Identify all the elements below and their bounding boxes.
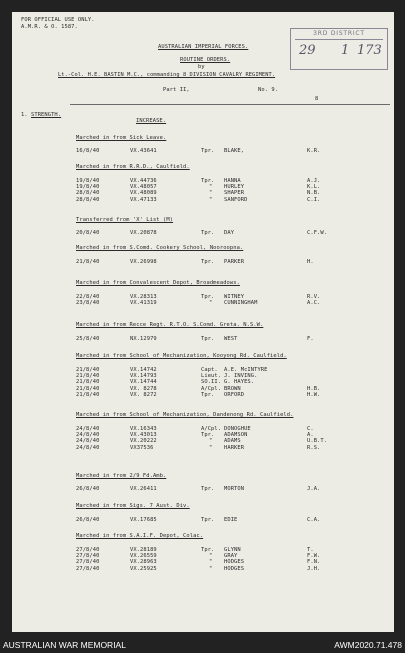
entry-date: 23/8/40: [76, 300, 100, 307]
entry-date: 24/8/40: [76, 432, 100, 439]
entry-init: A.C.: [307, 300, 321, 307]
entry-date: 20/8/40: [76, 230, 100, 236]
entry-name: ADAMSON: [224, 432, 248, 439]
entry-num: VX.26998: [130, 259, 157, 265]
entry-name: HARKER: [224, 444, 245, 451]
entry-init: T.: [307, 547, 314, 553]
stamp-handwritten-mid: 1: [341, 43, 350, 58]
entry-num: VX.28963: [130, 559, 157, 566]
entry-num: VX.28189: [130, 547, 157, 553]
entry-name: DONOGHUE: [224, 426, 251, 432]
stamp-divider: [295, 39, 383, 40]
entry-rank: ": [209, 553, 213, 560]
entry-init: F.: [307, 336, 314, 342]
entry-init: H.B.: [307, 385, 321, 392]
entry-date: 24/8/40: [76, 438, 100, 445]
entry-rank: Tpr.: [201, 259, 215, 265]
entry-init: C.I.: [307, 196, 321, 203]
entry-rank: Tpr.: [201, 148, 215, 154]
entry-rank: Tpr.: [201, 178, 215, 184]
entry-name: HODGES: [224, 565, 245, 572]
group-heading: Transferred from 'X' List (M): [76, 217, 174, 223]
entry-rank: Lieut.: [201, 373, 222, 380]
entry-name: GRAY: [224, 553, 238, 560]
entry-rank: ": [209, 300, 213, 307]
entry-name: GLYNN: [224, 547, 241, 553]
sub-title: INCREASE.: [136, 118, 167, 124]
by-line: by: [198, 64, 205, 70]
entry-num: VX.20222: [130, 438, 157, 445]
entry-num: NX.12979: [130, 336, 157, 342]
entry-name: HANNA: [224, 178, 241, 184]
entry-num: VX.44736: [130, 178, 157, 184]
classification-line: FOR OFFICIAL USE ONLY.: [21, 17, 95, 23]
entry-num: VX.25925: [130, 565, 157, 572]
section-number: 1.: [21, 112, 28, 118]
group-heading: Marched in from 2/9 Fd.Amb.: [76, 473, 167, 479]
entry-rank: Tpr.: [201, 230, 215, 236]
entry-name: HURLEY: [224, 184, 245, 191]
entry-name: WEST: [224, 336, 238, 342]
stamp-handwritten-right: 173: [357, 43, 382, 58]
entry-rank: Tpr.: [201, 432, 215, 439]
group-heading: Marched in from Convalescent Depot, Broadmeadows.: [76, 280, 240, 286]
district-stamp: [290, 28, 388, 70]
entry-date: 27/8/40: [76, 565, 100, 572]
entry-num: VX.20878: [130, 230, 157, 236]
entry-name: PARKER: [224, 259, 245, 265]
group-heading: Marched in from Sick Leave.: [76, 135, 167, 141]
entry-rank: A/Cpl.: [201, 426, 222, 432]
entry-rank: Tpr.: [201, 391, 215, 398]
entry-date: 24/8/40: [76, 426, 100, 432]
stamp-label: 3RD DISTRICT: [313, 30, 365, 37]
entry-date: 27/8/40: [76, 547, 100, 553]
entry-init: A.: [307, 432, 314, 439]
group-heading: Marched in from School of Mechanization, Kooyong Rd. Caulfield.: [76, 353, 287, 359]
entry-init: C.A.: [307, 517, 321, 523]
entry-num: VX.47133: [130, 196, 157, 203]
part-number: Part II,: [163, 87, 190, 93]
entry-rank: Tpr.: [201, 547, 215, 553]
entry-name: EDIE: [224, 517, 238, 523]
entry-rank: Tpr.: [201, 486, 215, 492]
entry-init: H.: [307, 259, 314, 265]
entry-num: VX.16343: [130, 426, 157, 432]
entry-rank: ": [209, 190, 213, 197]
entry-date: 21/8/40: [76, 385, 100, 392]
entry-name: HODGES: [224, 559, 245, 566]
entry-rank: Capt.: [201, 367, 218, 373]
footer-accession: AWM2020.71.478: [334, 640, 402, 650]
entry-num: VX. 8278: [130, 385, 157, 392]
entry-num: VX.14793: [130, 373, 157, 380]
entry-rank: ": [209, 565, 213, 572]
entry-rank: ": [209, 559, 213, 566]
entry-name: G. HAYES.: [224, 379, 255, 386]
entry-date: 21/8/40: [76, 391, 100, 398]
entry-rank: ": [209, 438, 213, 445]
entry-name: SHAPER: [224, 190, 245, 197]
entry-init: C.F.W.: [307, 230, 328, 236]
entry-init: N.B.: [307, 190, 321, 197]
entry-init: F.W.: [307, 553, 321, 560]
entry-name: BROWN: [224, 385, 241, 392]
entry-date: 19/8/40: [76, 184, 100, 191]
page-mark: 8: [315, 96, 319, 102]
entry-init: H.W.: [307, 391, 321, 398]
entry-name: CUNNINGHAM: [224, 300, 258, 307]
entry-num: VX.26559: [130, 553, 157, 560]
entry-name: ADAMS: [224, 438, 241, 445]
entry-date: 19/8/40: [76, 178, 100, 184]
entry-init: C.: [307, 426, 314, 432]
entry-rank: Tpr.: [201, 294, 215, 300]
entry-init: J.H.: [307, 565, 321, 572]
entry-rank: ": [209, 196, 213, 203]
entry-date: 22/8/40: [76, 294, 100, 300]
entry-num: VX.26411: [130, 486, 157, 492]
entry-date: 25/8/40: [76, 336, 100, 342]
entry-name: A.E. McINTYRE: [224, 367, 268, 373]
document-heading: AUSTRALIAN IMPERIAL FORCES.: [158, 44, 249, 50]
entry-num: VX37536: [130, 444, 154, 451]
entry-init: R.V.: [307, 294, 321, 300]
entry-name: ORFORD: [224, 391, 245, 398]
entry-date: 16/8/40: [76, 148, 100, 154]
header-rule: [70, 104, 390, 105]
entry-name: DAY: [224, 230, 235, 236]
entry-rank: Tpr.: [201, 517, 215, 523]
entry-init: F.N.: [307, 559, 321, 566]
entry-date: 27/8/40: [76, 559, 100, 566]
entry-init: U.B.T.: [307, 438, 328, 445]
document-page: [12, 12, 394, 632]
entry-num: VX.14744: [130, 379, 157, 386]
group-heading: Marched in from Sigs. 7 Aust. Div.: [76, 503, 190, 509]
group-heading: Marched in from School of Mechanization, Dandenong Rd. Caulfield.: [76, 412, 294, 418]
entry-date: 26/8/40: [76, 486, 100, 492]
entry-date: 27/8/40: [76, 553, 100, 560]
entry-init: A.J.: [307, 178, 321, 184]
document-subheading: ROUTINE ORDERS.: [180, 57, 231, 63]
entry-rank: Tpr.: [201, 336, 215, 342]
entry-date: 21/8/40: [76, 379, 100, 386]
entry-date: 21/8/40: [76, 373, 100, 380]
group-heading: Marched in from S.A.I.F. Depot, Colac.: [76, 533, 204, 539]
entry-date: 28/8/40: [76, 196, 100, 203]
entry-num: VX.41319: [130, 300, 157, 307]
entry-num: VX.28313: [130, 294, 157, 300]
entry-init: K.L.: [307, 184, 321, 191]
footer-credit: AUSTRALIAN WAR MEMORIAL: [3, 640, 126, 650]
entry-num: VX.48057: [130, 184, 157, 191]
section-title: STRENGTH.: [31, 112, 62, 118]
entry-date: 21/8/40: [76, 367, 100, 373]
entry-name: WITNEY: [224, 294, 245, 300]
entry-init: R.S.: [307, 444, 321, 451]
entry-date: 28/8/40: [76, 190, 100, 197]
entry-date: 26/8/40: [76, 517, 100, 523]
entry-rank: SO.II.: [201, 379, 222, 386]
entry-name: SANFORD: [224, 196, 248, 203]
entry-num: VX.14742: [130, 367, 157, 373]
entry-init: K.R.: [307, 148, 321, 154]
entry-rank: ": [209, 444, 213, 451]
entry-num: VX. 8272: [130, 391, 157, 398]
entry-name: J. INVING.: [224, 373, 258, 380]
footer-bar: [0, 638, 405, 653]
stamp-handwritten-left: 29: [299, 43, 316, 58]
entry-num: VX.43013: [130, 432, 157, 439]
entry-rank: A/Cpl.: [201, 385, 222, 392]
commander-line: Lt.-Col. H.E. BASTIN M.C., commanding 8 DIVISION CAVALRY REGIMENT.: [58, 72, 276, 78]
form-reference: A.M.R. & O. 1587.: [21, 24, 78, 30]
entry-num: VX.43641: [130, 148, 157, 154]
group-heading: Marched in from Recce Regt. R.T.O. S.Comd. Greta. N.S.W.: [76, 322, 264, 328]
group-heading: Marched in from S.Comd. Cookery School, Nooroopna.: [76, 245, 244, 251]
entry-rank: ": [209, 184, 213, 191]
entry-name: MORTON: [224, 486, 245, 492]
entry-name: BLAKE,: [224, 148, 245, 154]
entry-date: 24/8/40: [76, 444, 100, 451]
entry-num: VX.17685: [130, 517, 157, 523]
entry-num: VX.48089: [130, 190, 157, 197]
entry-init: J.A.: [307, 486, 321, 492]
entry-date: 21/8/40: [76, 259, 100, 265]
order-number: No. 9.: [258, 87, 279, 93]
group-heading: Marched in from R.R.D., Caulfield.: [76, 164, 190, 170]
